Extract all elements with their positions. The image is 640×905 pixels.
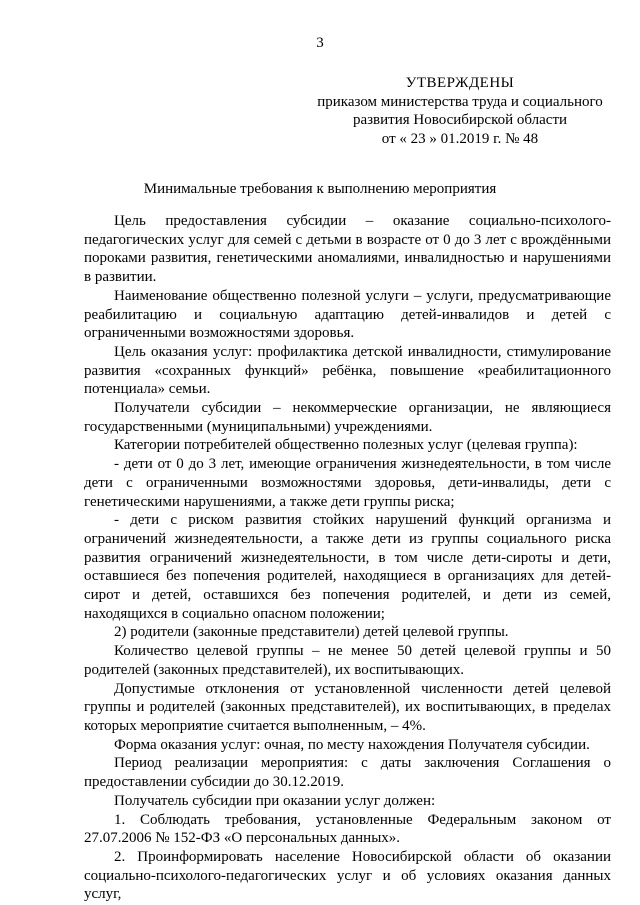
paragraph-period: Период реализации мероприятия: с даты заключения Соглашения о предоставлении субсидии до 30.12.2019.	[84, 755, 611, 791]
obligation-item-2: 2. Проинформировать население Новосибирской области об оказании социально-психолого-педагогических услуг и об условиях оказания данных услуг,	[84, 848, 611, 903]
list-item-children-limitations: - дети от 0 до 3 лет, имеющие ограничения жизнедеятельности, в том числе дети с ограниченными возможностями здоровья, дети-инвалиды, дети с генетическими нарушениями, а также дети группы риска;	[84, 456, 611, 510]
paragraph-obligations-intro: Получатель субсидии при оказании услуг должен:	[114, 792, 436, 809]
page-number: 3	[316, 35, 324, 51]
approval-region-line: развития Новосибирской области	[352, 112, 568, 129]
approval-date-line: от « 23 » 01.2019 г. № 48	[381, 131, 539, 148]
obligation-item-1: 1. Соблюдать требования, установленные Федеральным законом от 27.07.2006 № 152-ФЗ «О персональных данных».	[84, 811, 611, 847]
paragraph-recipients: Получатели субсидии – некоммерческие организации, не являющиеся государственными (муниципальными) учреждениями.	[84, 400, 611, 435]
paragraph-service-name: Наименование общественно полезной услуги – услуги, предусматривающие реабилитацию и социальную адаптацию детей-инвалидов и детей с ограниченными возможностями здоровья.	[84, 287, 611, 342]
document-body	[84, 212, 611, 904]
document-title: Минимальные требования к выполнению мероприятия	[143, 181, 497, 197]
paragraph-purpose: Цель предоставления субсидии – оказание социально-психолого-педагогических услуг для семей с детьми в возрасте от 0 до 3 лет с врождёнными пороками развития, генетическими аномалиями, инвалидностью и нарушениями в развитии.	[84, 213, 611, 286]
list-item-children-risk: - дети с риском развития стойких нарушений функций организма и ограничений жизнедеятельности, а также дети из группы социального риска развития ограничений жизнедеятельности, в том числе дети-сироты и дети, оставшиеся без попечения родителей, находящиеся в организациях для детей-сирот и детей, оставшихся без попечения родителей, и дети из семей, находящихся в социально опасном положении;	[84, 512, 611, 622]
paragraph-service-form: Форма оказания услуг: очная, по месту нахождения Получателя субсидии.	[114, 736, 590, 753]
approval-title: УТВЕРЖДЕНЫ	[405, 75, 515, 91]
approval-block	[300, 74, 620, 149]
paragraph-target-categories: Категории потребителей общественно полезных услуг (целевая группа):	[114, 437, 578, 454]
list-item-parents: 2) родители (законные представители) детей целевой группы.	[114, 624, 509, 641]
paragraph-target-count: Количество целевой группы – не менее 50 детей целевой группы и 50 родителей (законных представителей), их воспитывающих.	[84, 643, 611, 678]
paragraph-allowed-deviation: Допустимые отклонения от установленной численности детей целевой группы и родителей (законных представителей), их воспитывающих, в пределах которых мероприятие считается выполненным, – 4%.	[84, 680, 611, 734]
approval-order-line: приказом министерства труда и социального	[317, 93, 603, 110]
paragraph-service-goal: Цель оказания услуг: профилактика детской инвалидности, стимулирование развития «сохранных функций» ребёнка, повышение «реабилитационного потенциала» семьи.	[84, 343, 611, 398]
